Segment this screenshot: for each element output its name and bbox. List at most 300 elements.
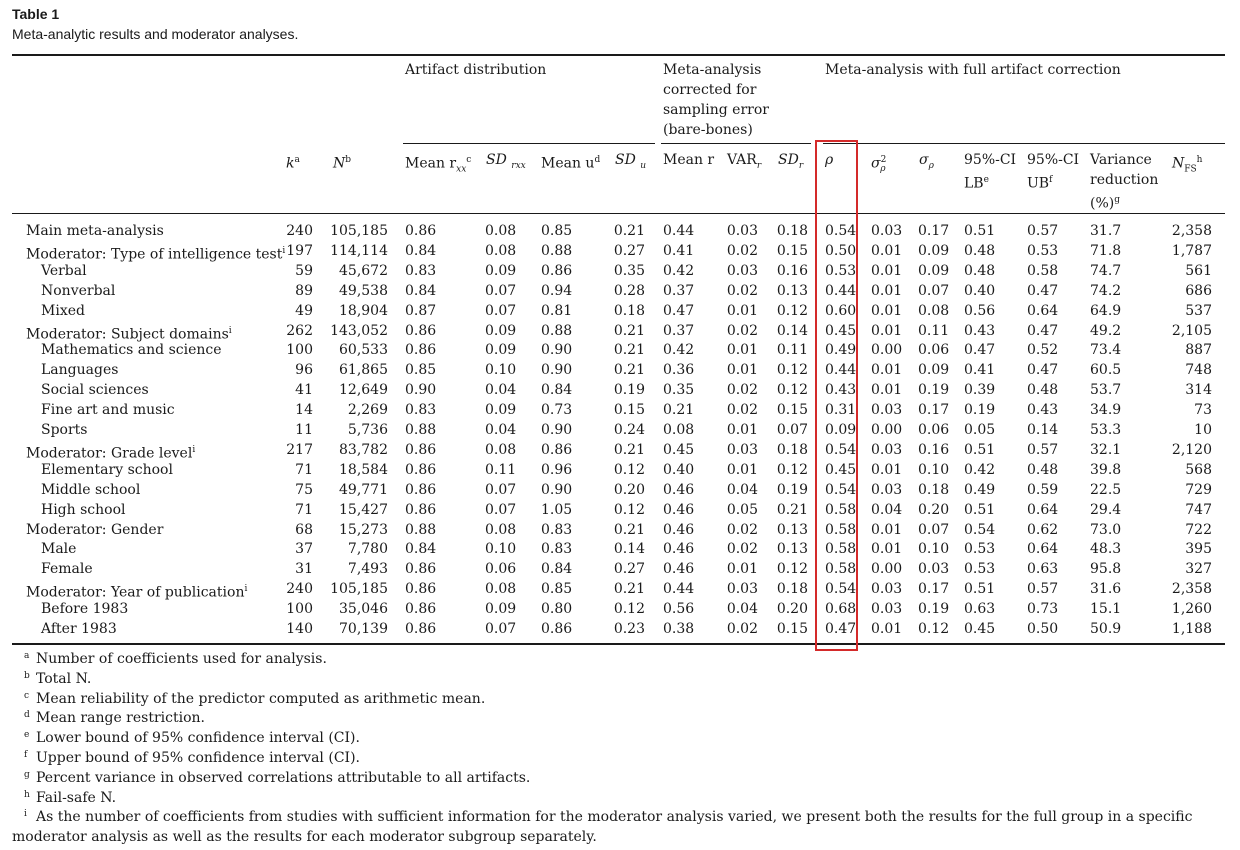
table-cell: 49.2 bbox=[1090, 322, 1122, 339]
table-cell: 48.3 bbox=[1090, 541, 1122, 558]
table-cell: 0.04 bbox=[726, 601, 758, 618]
table-cell: 0.21 bbox=[613, 342, 645, 359]
table-cell: 197 bbox=[286, 242, 313, 259]
table-cell: 0.00 bbox=[871, 342, 903, 359]
table-cell: 32.1 bbox=[1090, 441, 1122, 458]
table-cell: 0.46 bbox=[663, 561, 695, 578]
table-cell: 2,358 bbox=[1171, 581, 1212, 598]
table-cell: 0.88 bbox=[405, 422, 437, 438]
table-cell: 0.03 bbox=[726, 262, 758, 279]
rho-column-highlight bbox=[815, 140, 858, 651]
table-cell: 5,736 bbox=[347, 422, 388, 438]
table-cell: 0.86 bbox=[405, 223, 437, 239]
table-cell: 0.19 bbox=[964, 402, 996, 419]
table-cell: 71.8 bbox=[1090, 242, 1122, 259]
table-cell: 0.41 bbox=[964, 362, 996, 379]
table-cell: 105,185 bbox=[330, 223, 388, 239]
table-cell: 0.01 bbox=[726, 302, 758, 319]
table-cell: 0.12 bbox=[776, 302, 808, 319]
table-cell: 0.03 bbox=[918, 561, 950, 578]
table-cell: 0.03 bbox=[871, 581, 903, 598]
table-cell: 0.03 bbox=[726, 223, 758, 239]
table-cell: 0.49 bbox=[964, 481, 996, 498]
table-cell: 0.43 bbox=[1027, 402, 1059, 419]
table-cell: 0.57 bbox=[1027, 581, 1059, 598]
table-cell: 11 bbox=[295, 422, 313, 438]
table-cell: 0.09 bbox=[485, 402, 517, 419]
table-cell: 0.14 bbox=[1027, 422, 1059, 438]
table-cell: 0.83 bbox=[541, 541, 573, 558]
table-cell: 0.53 bbox=[964, 561, 996, 578]
table-cell: 0.04 bbox=[485, 382, 517, 399]
col-header-sd-r: $SD_r$ bbox=[778, 152, 804, 171]
table-cell: 0.36 bbox=[663, 362, 695, 379]
row-label: Mathematics and science bbox=[41, 342, 222, 359]
table-cell: 0.00 bbox=[871, 422, 903, 438]
table-cell: 0.62 bbox=[1027, 521, 1059, 538]
table-cell: 0.86 bbox=[541, 441, 573, 458]
table-cell: 74.2 bbox=[1090, 282, 1122, 299]
table-cell: 0.03 bbox=[871, 481, 903, 498]
table-cell: 0.02 bbox=[726, 322, 758, 339]
table-cell: 240 bbox=[286, 581, 313, 598]
table-cell: 31.6 bbox=[1090, 581, 1122, 598]
table-cell: 0.21 bbox=[663, 402, 695, 419]
table-cell: 140 bbox=[286, 621, 313, 637]
table-cell: 262 bbox=[286, 322, 313, 339]
table-cell: 49,538 bbox=[339, 282, 388, 299]
group-header-bare: Meta-analysis corrected for sampling error (bare-bones) bbox=[663, 62, 769, 138]
table-cell: 0.02 bbox=[726, 282, 758, 299]
table-cell: 0.47 bbox=[1027, 282, 1059, 299]
table-cell: 100 bbox=[286, 342, 313, 359]
table-cell: 0.41 bbox=[663, 242, 695, 259]
table-cell: 0.45 bbox=[964, 621, 996, 637]
table-cell: 0.10 bbox=[485, 362, 517, 379]
table-cell: 0.01 bbox=[871, 621, 903, 637]
table-cell: 0.86 bbox=[405, 441, 437, 458]
table-cell: 7,493 bbox=[347, 561, 388, 578]
table-cell: 2,269 bbox=[347, 402, 388, 419]
table-cell: 0.63 bbox=[964, 601, 996, 618]
table-cell: 0.50 bbox=[1027, 621, 1059, 637]
table-cell: 71 bbox=[295, 501, 313, 518]
table-cell: 0.88 bbox=[541, 242, 573, 259]
table-cell: 0.04 bbox=[871, 501, 903, 518]
table-cell: 143,052 bbox=[330, 322, 388, 339]
top-rule bbox=[12, 54, 1225, 56]
table-cell: 0.07 bbox=[485, 282, 517, 299]
table-cell: 0.01 bbox=[726, 461, 758, 478]
table-cell: 0.02 bbox=[726, 541, 758, 558]
table-cell: 314 bbox=[1185, 382, 1212, 399]
table-cell: 0.44 bbox=[663, 223, 695, 239]
table-cell: 70,139 bbox=[339, 621, 388, 637]
table-cell: 1,787 bbox=[1171, 242, 1212, 259]
table-cell: 0.01 bbox=[871, 242, 903, 259]
table-cell: 0.16 bbox=[776, 262, 808, 279]
table-cell: 0.01 bbox=[871, 322, 903, 339]
col-header-sd-u: SD $_u$ bbox=[615, 152, 647, 171]
table-cell: 0.44 bbox=[663, 581, 695, 598]
table-cell: 0.54 bbox=[825, 441, 857, 458]
table-row bbox=[0, 301, 1240, 321]
table-cell: 0.48 bbox=[964, 242, 996, 259]
table-cell: 0.21 bbox=[613, 322, 645, 339]
table-cell: 49,771 bbox=[339, 481, 388, 498]
table-cell: 89 bbox=[295, 282, 313, 299]
col-header-mean-u: Mean $u^d$ bbox=[541, 155, 601, 172]
table-cell: 0.07 bbox=[485, 621, 517, 637]
table-row bbox=[0, 500, 1240, 520]
footnote: h Fail-safe N. bbox=[24, 789, 117, 806]
table-cell: 2,358 bbox=[1171, 223, 1212, 239]
table-cell: 0.07 bbox=[918, 282, 950, 299]
table-cell: 100 bbox=[286, 601, 313, 618]
table-cell: 0.17 bbox=[918, 402, 950, 419]
table-cell: 0.03 bbox=[871, 441, 903, 458]
table-cell: 114,114 bbox=[330, 242, 388, 259]
table-cell: 53.7 bbox=[1090, 382, 1122, 399]
table-row bbox=[0, 539, 1240, 559]
table-cell: 0.07 bbox=[485, 481, 517, 498]
table-cell: 0.19 bbox=[918, 382, 950, 399]
col-header-k: $k^a$ bbox=[286, 155, 300, 172]
table-cell: 0.00 bbox=[871, 561, 903, 578]
table-cell: 0.86 bbox=[405, 481, 437, 498]
row-label: Moderator: Type of intelligence test$^i$ bbox=[26, 245, 286, 263]
table-cell: 0.43 bbox=[964, 322, 996, 339]
col-header-mean-r: Mean r bbox=[663, 152, 715, 168]
table-cell: 0.35 bbox=[663, 382, 695, 399]
table-cell: 0.47 bbox=[825, 621, 857, 637]
row-label: Verbal bbox=[41, 262, 87, 279]
table-cell: 0.10 bbox=[918, 461, 950, 478]
table-cell: 0.56 bbox=[964, 302, 996, 319]
table-cell: 1,260 bbox=[1171, 601, 1212, 618]
footnote: f Upper bound of 95% confidence interval (CI). bbox=[24, 750, 360, 766]
table-cell: 0.06 bbox=[485, 561, 517, 578]
footnote: d Mean range restriction. bbox=[24, 710, 205, 727]
table-cell: 0.19 bbox=[613, 382, 645, 399]
table-cell: 0.56 bbox=[663, 601, 695, 618]
group-rule-bare bbox=[661, 143, 811, 144]
table-cell: 0.15 bbox=[776, 242, 808, 259]
table-cell: 240 bbox=[286, 223, 313, 239]
table-cell: 0.53 bbox=[1027, 242, 1059, 259]
table-cell: 0.11 bbox=[918, 322, 950, 339]
table-cell: 0.39 bbox=[964, 382, 996, 399]
table-cell: 0.86 bbox=[405, 581, 437, 598]
table-cell: 0.21 bbox=[776, 501, 808, 518]
table-cell: 0.03 bbox=[871, 223, 903, 239]
table-cell: 68 bbox=[295, 521, 313, 538]
table-row bbox=[0, 579, 1240, 599]
table-cell: 0.90 bbox=[541, 362, 573, 379]
table-cell: 0.35 bbox=[613, 262, 645, 279]
table-cell: 0.07 bbox=[485, 501, 517, 518]
table-row bbox=[0, 380, 1240, 400]
table-cell: 0.03 bbox=[871, 402, 903, 419]
table-cell: 0.01 bbox=[871, 302, 903, 319]
table-cell: 0.57 bbox=[1027, 441, 1059, 458]
table-cell: 60,533 bbox=[339, 342, 388, 359]
table-cell: 0.60 bbox=[825, 302, 857, 319]
table-cell: 0.31 bbox=[825, 402, 857, 419]
table-cell: 0.02 bbox=[726, 402, 758, 419]
row-label: Moderator: Year of publication$^i$ bbox=[26, 584, 248, 601]
table-cell: 0.09 bbox=[918, 262, 950, 279]
group-header-full: Meta-analysis with full artifact correction bbox=[825, 62, 1121, 78]
table-cell: 0.64 bbox=[1027, 501, 1059, 518]
table-cell: 31.7 bbox=[1090, 223, 1122, 239]
table-cell: 0.48 bbox=[1027, 461, 1059, 478]
table-cell: 0.21 bbox=[613, 441, 645, 458]
table-cell: 0.05 bbox=[726, 501, 758, 518]
table-cell: 0.46 bbox=[663, 521, 695, 538]
table-cell: 7,780 bbox=[347, 541, 388, 558]
table-row bbox=[0, 340, 1240, 360]
table-cell: 0.03 bbox=[871, 601, 903, 618]
table-cell: 0.20 bbox=[613, 481, 645, 498]
table-cell: 0.90 bbox=[541, 422, 573, 438]
table-row bbox=[0, 400, 1240, 420]
table-cell: 0.01 bbox=[871, 541, 903, 558]
group-rule-artifact bbox=[403, 143, 655, 144]
table-cell: 747 bbox=[1185, 501, 1212, 518]
row-label: Moderator: Grade level$^i$ bbox=[26, 444, 196, 462]
table-cell: 0.52 bbox=[1027, 342, 1059, 359]
table-cell: 0.13 bbox=[776, 541, 808, 558]
table-cell: 0.13 bbox=[776, 282, 808, 299]
table-cell: 0.45 bbox=[825, 322, 857, 339]
table-cell: 0.01 bbox=[871, 282, 903, 299]
table-cell: 0.02 bbox=[726, 242, 758, 259]
col-header-ci-ub: 95%-CI $UB^f$ bbox=[1027, 152, 1080, 192]
table-cell: 0.84 bbox=[541, 561, 573, 578]
row-label: Sports bbox=[41, 422, 88, 438]
table-cell: 0.63 bbox=[1027, 561, 1059, 578]
table-cell: 0.19 bbox=[776, 481, 808, 498]
table-cell: 0.44 bbox=[825, 282, 857, 299]
table-caption-title: Table 1 bbox=[12, 6, 60, 22]
table-cell: 0.86 bbox=[405, 501, 437, 518]
col-header-nfs: $N_{FS}^h$ bbox=[1172, 155, 1203, 175]
table-cell: 0.12 bbox=[613, 461, 645, 478]
table-cell: 0.83 bbox=[405, 402, 437, 419]
row-label: Nonverbal bbox=[41, 282, 116, 299]
table-cell: 0.13 bbox=[776, 521, 808, 538]
table-cell: 18,904 bbox=[339, 302, 388, 319]
table-cell: 105,185 bbox=[330, 581, 388, 598]
table-cell: 0.85 bbox=[541, 223, 573, 239]
table-cell: 0.51 bbox=[964, 581, 996, 598]
table-cell: 2,120 bbox=[1171, 441, 1212, 458]
table-cell: 0.90 bbox=[541, 481, 573, 498]
table-cell: 37 bbox=[295, 541, 313, 558]
table-cell: 2,105 bbox=[1171, 322, 1212, 339]
table-cell: 0.96 bbox=[541, 461, 573, 478]
table-cell: 729 bbox=[1185, 481, 1212, 498]
table-cell: 96 bbox=[295, 362, 313, 379]
table-cell: 73 bbox=[1194, 402, 1212, 419]
table-cell: 0.45 bbox=[663, 441, 695, 458]
table-cell: 0.16 bbox=[918, 441, 950, 458]
table-cell: 0.58 bbox=[1027, 262, 1059, 279]
table-cell: 18,584 bbox=[339, 461, 388, 478]
table-cell: 50.9 bbox=[1090, 621, 1122, 637]
table-cell: 0.86 bbox=[405, 621, 437, 637]
col-header-ci-lb: 95%-CI $LB^e$ bbox=[964, 152, 1017, 192]
row-label: Female bbox=[41, 561, 93, 578]
bottom-rule bbox=[12, 643, 1225, 645]
table-cell: 0.48 bbox=[1027, 382, 1059, 399]
table-cell: 15.1 bbox=[1090, 601, 1122, 618]
table-cell: 0.54 bbox=[964, 521, 996, 538]
table-cell: 0.42 bbox=[663, 262, 695, 279]
table-cell: 0.47 bbox=[663, 302, 695, 319]
table-cell: 537 bbox=[1185, 302, 1212, 319]
table-cell: 73.4 bbox=[1090, 342, 1122, 359]
table-row bbox=[0, 321, 1240, 341]
row-label: Before 1983 bbox=[41, 601, 129, 618]
col-header-sigma2: $\sigma^2_\rho$ bbox=[871, 155, 887, 175]
row-label: After 1983 bbox=[41, 621, 117, 637]
table-cell: 0.04 bbox=[726, 481, 758, 498]
table-cell: 0.21 bbox=[613, 223, 645, 239]
table-cell: 22.5 bbox=[1090, 481, 1122, 498]
table-cell: 395 bbox=[1185, 541, 1212, 558]
table-cell: 0.73 bbox=[1027, 601, 1059, 618]
table-row bbox=[0, 420, 1240, 440]
table-cell: 0.86 bbox=[405, 342, 437, 359]
table-cell: 0.14 bbox=[613, 541, 645, 558]
table-cell: 561 bbox=[1185, 262, 1212, 279]
table-row bbox=[0, 261, 1240, 281]
table-cell: 0.80 bbox=[541, 601, 573, 618]
table-cell: 0.01 bbox=[726, 422, 758, 438]
footnote: e Lower bound of 95% confidence interval (CI). bbox=[24, 730, 360, 747]
table-cell: 0.12 bbox=[613, 601, 645, 618]
table-row bbox=[0, 619, 1240, 639]
table-cell: 0.03 bbox=[726, 581, 758, 598]
table-cell: 0.01 bbox=[871, 382, 903, 399]
table-cell: 0.05 bbox=[964, 422, 996, 438]
table-cell: 0.85 bbox=[541, 581, 573, 598]
table-cell: 0.15 bbox=[613, 402, 645, 419]
table-cell: 0.90 bbox=[541, 342, 573, 359]
table-cell: 0.84 bbox=[541, 382, 573, 399]
table-cell: 0.47 bbox=[1027, 322, 1059, 339]
row-label: Mixed bbox=[41, 302, 85, 319]
table-row bbox=[0, 221, 1240, 241]
table-cell: 0.90 bbox=[405, 382, 437, 399]
table-cell: 0.37 bbox=[663, 282, 695, 299]
table-cell: 0.23 bbox=[613, 621, 645, 637]
table-cell: 15,427 bbox=[339, 501, 388, 518]
table-cell: 0.44 bbox=[825, 362, 857, 379]
table-cell: 0.09 bbox=[485, 342, 517, 359]
table-caption-text: Meta-analytic results and moderator analyses. bbox=[12, 26, 299, 42]
table-row bbox=[0, 460, 1240, 480]
row-label: Middle school bbox=[41, 481, 141, 498]
table-cell: 0.83 bbox=[541, 521, 573, 538]
table-cell: 0.12 bbox=[776, 561, 808, 578]
table-cell: 0.15 bbox=[776, 621, 808, 637]
table-cell: 0.68 bbox=[825, 601, 857, 618]
table-cell: 0.01 bbox=[871, 521, 903, 538]
table-cell: 0.86 bbox=[541, 621, 573, 637]
table-cell: 0.01 bbox=[871, 362, 903, 379]
table-cell: 0.21 bbox=[613, 521, 645, 538]
table-row bbox=[0, 520, 1240, 540]
table-cell: 0.46 bbox=[663, 501, 695, 518]
table-cell: 327 bbox=[1185, 561, 1212, 578]
table-cell: 0.83 bbox=[405, 262, 437, 279]
col-header-n: $N^b$ bbox=[333, 155, 352, 172]
table-cell: 61,865 bbox=[339, 362, 388, 379]
table-cell: 0.84 bbox=[405, 282, 437, 299]
table-cell: 0.86 bbox=[405, 561, 437, 578]
table-cell: 0.48 bbox=[964, 262, 996, 279]
table-cell: 0.12 bbox=[776, 461, 808, 478]
table-cell: 0.58 bbox=[825, 521, 857, 538]
footnote: a Number of coefficients used for analysis. bbox=[24, 651, 327, 667]
table-row bbox=[0, 360, 1240, 380]
table-cell: 217 bbox=[286, 441, 313, 458]
table-cell: 0.09 bbox=[485, 322, 517, 339]
table-cell: 0.11 bbox=[776, 342, 808, 359]
table-cell: 0.46 bbox=[663, 541, 695, 558]
table-cell: 0.18 bbox=[776, 441, 808, 458]
col-header-var-r: $VAR_r$ bbox=[727, 152, 762, 171]
table-cell: 14 bbox=[295, 402, 313, 419]
table-cell: 0.73 bbox=[541, 402, 573, 419]
table-cell: 0.02 bbox=[726, 521, 758, 538]
table-cell: 53.3 bbox=[1090, 422, 1122, 438]
table-cell: 0.09 bbox=[918, 242, 950, 259]
table-cell: 887 bbox=[1185, 342, 1212, 359]
group-rule-full bbox=[823, 143, 1225, 144]
table-cell: 0.19 bbox=[918, 601, 950, 618]
table-cell: 0.07 bbox=[776, 422, 808, 438]
table-cell: 0.18 bbox=[613, 302, 645, 319]
table-cell: 0.18 bbox=[776, 223, 808, 239]
footnote: c Mean reliability of the predictor computed as arithmetic mean. bbox=[24, 690, 486, 707]
table-cell: 73.0 bbox=[1090, 521, 1122, 538]
table-cell: 0.47 bbox=[964, 342, 996, 359]
table-cell: 0.81 bbox=[541, 302, 573, 319]
row-label: Social sciences bbox=[41, 382, 149, 399]
table-cell: 0.09 bbox=[825, 422, 857, 438]
table-cell: 0.47 bbox=[1027, 362, 1059, 379]
table-cell: 95.8 bbox=[1090, 561, 1122, 578]
col-header-mean-rxx: Mean $r_{xx}^c$ bbox=[405, 155, 472, 175]
table-cell: 0.40 bbox=[663, 461, 695, 478]
row-label: Languages bbox=[41, 362, 119, 379]
table-cell: 0.53 bbox=[964, 541, 996, 558]
table-cell: 0.94 bbox=[541, 282, 573, 299]
table-cell: 0.57 bbox=[1027, 223, 1059, 239]
table-cell: 0.11 bbox=[485, 461, 517, 478]
table-cell: 0.27 bbox=[613, 561, 645, 578]
group-header-artifact: Artifact distribution bbox=[405, 62, 547, 78]
table-cell: 71 bbox=[295, 461, 313, 478]
table-cell: 0.06 bbox=[918, 342, 950, 359]
table-cell: 0.12 bbox=[776, 382, 808, 399]
table-cell: 31 bbox=[295, 561, 313, 578]
table-cell: 0.58 bbox=[825, 541, 857, 558]
